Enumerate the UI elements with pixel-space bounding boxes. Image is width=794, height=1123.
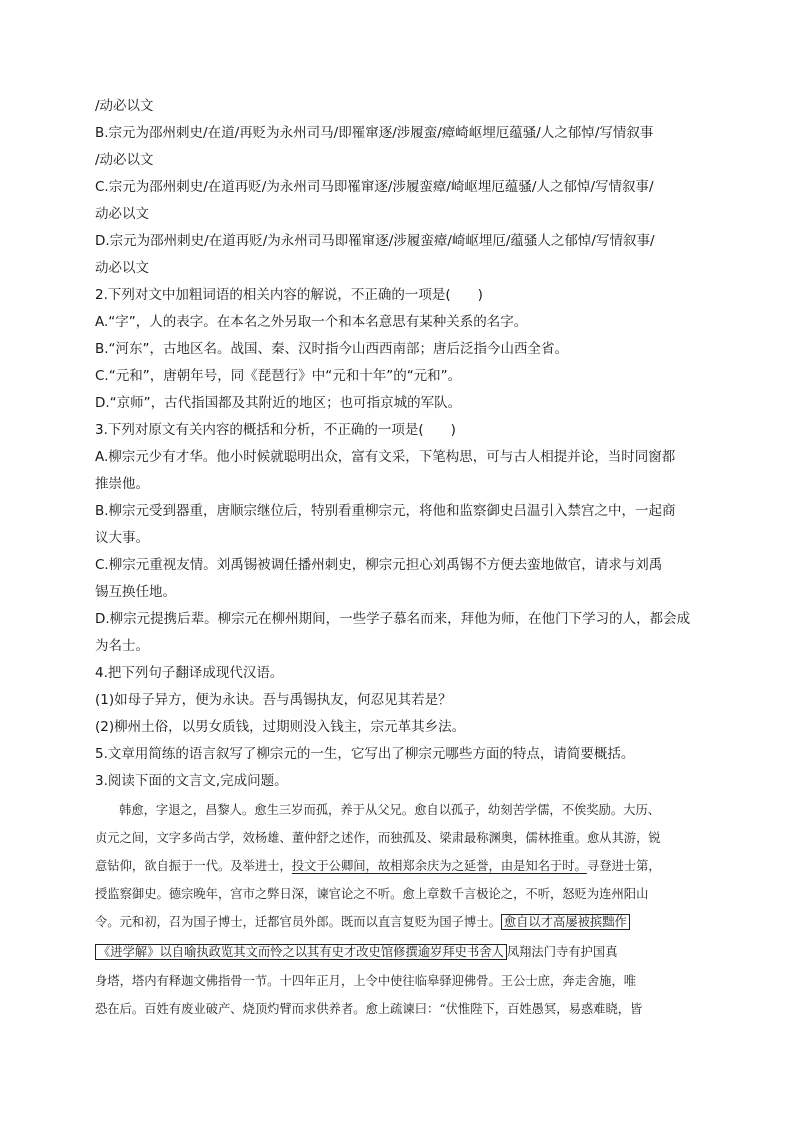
passage-line-6 xyxy=(95,943,707,961)
question-3: 3.下列对原文有关内容的概括和分析，不正确的一项是( ) xyxy=(95,422,456,438)
boxed-sentence-part-1: 愈自以才高屡被摈黜作 xyxy=(501,914,630,930)
section-3-heading: 3.阅读下面的文言文,完成问题。 xyxy=(95,773,288,789)
question-3-option-b: B.柳宗元受到器重，唐顺宗继位后，特别看重柳宗元，将他和监察御史吕温引入禁宫之中，一起商 xyxy=(95,503,676,519)
passage-line-5 xyxy=(95,913,707,931)
passage-line-7: 身塔，塔内有释迦文佛指骨一节。十四年正月，上令中使往临皋驿迎佛骨。王公士庶，奔走舍施，唯 xyxy=(95,974,637,988)
question-5: 5.文章用简练的语言叙写了柳宗元的一生，它写出了柳宗元哪些方面的特点，请简要概括。 xyxy=(95,746,635,762)
passage-line-5-start: 令。元和初，召为国子博士，迁都官员外郎。既而以直言复贬为国子博士。 xyxy=(95,915,501,929)
question-3-option-d: D.柳宗元提携后辈。柳宗元在柳州期间，一些学子慕名而来，拜他为师，在他门下学习的人，都会成 xyxy=(95,611,691,627)
boxed-sentence-part-2: 《进学解》以自喻执政览其文而怜之以其有史才改史馆修撰逾岁拜史书舍人 xyxy=(95,944,507,960)
question-3-option-a-continuation: 推崇他。 xyxy=(95,476,149,492)
question-3-option-a: A.柳宗元少有才华。他小时候就聪明出众，富有文采，下笔构思，可与古人相提并论，当时同窗都 xyxy=(95,449,676,465)
question-2-option-c: C.“元和”，唐朝年号，同《琵琶行》中“元和十年”的“元和”。 xyxy=(95,368,462,384)
question-3-option-d-continuation: 为名士。 xyxy=(95,638,149,654)
passage-line-6-end: 凤翔法门寺有护国真 xyxy=(506,945,618,959)
passage-line-8: 恐在后。百姓有废业破产、烧顶灼臂而求供养者。愈上疏谏曰：“伏惟陛下，百姓愚冥，易惑难晓，皆 xyxy=(95,1002,643,1016)
option-a-continuation: /动必以文 xyxy=(95,98,154,114)
option-d-continuation: 动必以文 xyxy=(95,260,149,276)
question-2-option-a: A.“字”，人的表字。在本名之外另取一个和本名意思有某种关系的名字。 xyxy=(95,314,528,330)
option-c: C.宗元为邵州刺史/在道再贬/为永州司马即罹窜逐/涉履蛮瘴/崎岖埋厄蕴骚/人之郁悼/写情叙事/ xyxy=(95,179,654,195)
question-2-option-d: D.“京师”，古代指国都及其附近的地区；也可指京城的军队。 xyxy=(95,395,462,411)
option-b-continuation: /动必以文 xyxy=(95,152,154,168)
passage-line-3 xyxy=(95,857,707,875)
underlined-sentence: 投文于公卿间，故相郑余庆为之延誉，由是知名于时。 xyxy=(291,859,587,873)
passage-line-3-end: 寻登进士第， xyxy=(586,859,661,873)
passage-line-1: 韩愈，字退之，昌黎人。愈生三岁而孤，养于从父兄。愈自以孤子，幼刻苦学儒，不俟奖励。大历、 xyxy=(119,803,661,817)
question-2-option-b: B.“河东”，古地区名。战国、秦、汉时指今山西西南部；唐后泛指今山西全省。 xyxy=(95,341,569,357)
passage-line-4: 授监察御史。德宗晚年，宫市之弊日深，谏官论之不听。愈上章数千言极论之，不听，怒贬为连州阳山 xyxy=(95,887,649,901)
question-2: 2.下列对文中加粗词语的相关内容的解说，不正确的一项是( ) xyxy=(95,287,483,303)
option-d: D.宗元为邵州刺史/在道再贬/为永州司马即罹窜逐/涉履蛮瘴/崎岖埋厄/蕴骚人之郁悼/写情叙事/ xyxy=(95,233,655,249)
option-c-continuation: 动必以文 xyxy=(95,206,149,222)
question-4: 4.把下列句子翻译成现代汉语。 xyxy=(95,665,284,681)
question-4-sentence-2: (2)柳州土俗，以男女质钱，过期则没入钱主，宗元革其乡法。 xyxy=(95,719,466,735)
question-3-option-c: C.柳宗元重视友情。刘禹锡被调任播州刺史，柳宗元担心刘禹锡不方便去蛮地做官，请求与刘禹 xyxy=(95,557,663,573)
passage-line-2: 贞元之间，文字多尚古学，效杨雄、董仲舒之述作，而独孤及、梁肃最称渊奥，儒林推重。愈从其游，锐 xyxy=(95,831,661,845)
option-b: B.宗元为邵州刺史/在道/再贬为永州司马/即罹窜逐/涉履蛮/瘴崎岖埋厄蕴骚/人之郁悼/写情叙事 xyxy=(95,125,654,141)
passage-line-3-start: 意钻仰，欲自振于一代。及举进士， xyxy=(95,859,292,873)
question-3-option-b-continuation: 议大事。 xyxy=(95,530,149,546)
question-4-sentence-1: (1)如母子异方，便为永诀。吾与禹锡执友，何忍见其若是？ xyxy=(95,692,452,708)
question-3-option-c-continuation: 锡互换任地。 xyxy=(95,584,176,600)
